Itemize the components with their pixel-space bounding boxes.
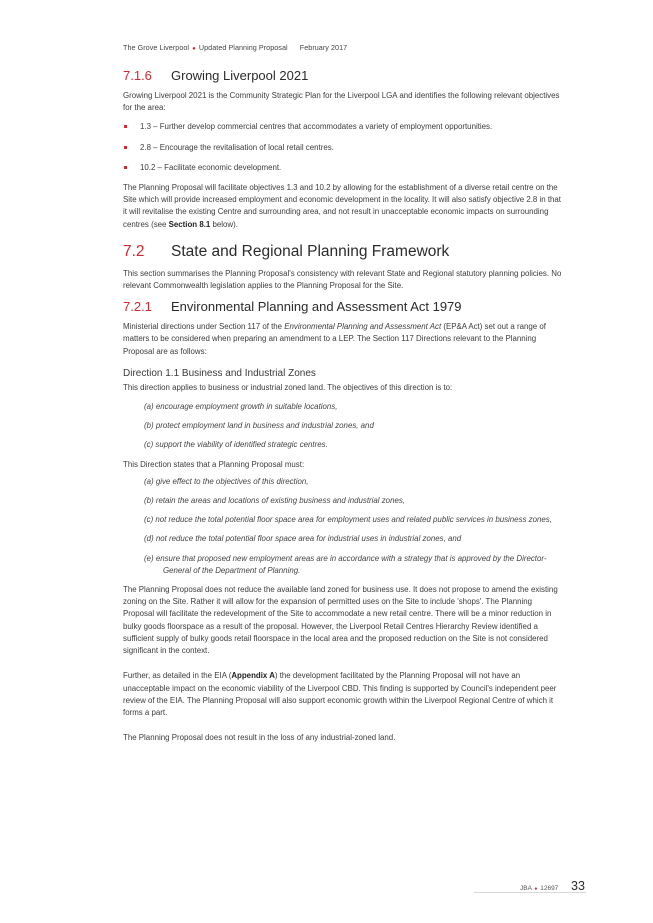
- square-bullet-icon: [124, 125, 127, 128]
- square-bullet-icon: [124, 166, 127, 169]
- objectives-list: [123, 121, 563, 174]
- direction-heading: Direction 1.1 Business and Industrial Zones: [123, 367, 316, 379]
- running-header: [123, 43, 347, 52]
- heading-title: Growing Liverpool 2021: [171, 68, 309, 83]
- heading-7-1-6: [123, 68, 563, 83]
- paragraph: Further, as detailed in the EIA (Appendix A) the development facilitated by the Planning Proposal will not have an unacceptable impact on the economic viability of the Liverpool CBD. This finding is supported by Council's independent peer review of the EIA. The Planning Proposal will also support economic growth within the Liverpool Regional Centre of which it forms a part.: [123, 671, 557, 717]
- list-item: (b) protect employment land in business and industrial zones, and: [144, 421, 374, 431]
- heading-number: 7.2: [123, 242, 145, 260]
- section-reference: Section 8.1: [168, 219, 211, 229]
- act-title: Environmental Planning and Assessment Act: [284, 322, 442, 332]
- paragraph: Ministerial directions under Section 117 of the Environmental Planning and Assessment Act (EP&A Act) set out a range of matters to be considered when preparing an amendment to a LEP. The Section 117 Directions relevant to the Planning Proposal are as follows:: [123, 322, 546, 356]
- list-item: (b) retain the areas and locations of existing business and industrial zones,: [144, 496, 405, 506]
- footer-job-number: 12697: [540, 885, 559, 892]
- direction-objectives: [123, 401, 563, 452]
- heading-7-2: [123, 243, 563, 261]
- list-item: (c) not reduce the total potential floor space area for employment uses and related public services in business zones,: [144, 515, 552, 525]
- footer-divider: [474, 892, 586, 893]
- page-content: [123, 68, 563, 751]
- heading-number: 7.1.6: [123, 68, 152, 83]
- list-item: (a) encourage employment growth in suitable locations,: [144, 402, 338, 412]
- list-item: (d) not reduce the total potential floor space area for industrial uses in industrial zones, and: [144, 534, 462, 544]
- list-item: 2.8 – Encourage the revitalisation of local retail centres.: [123, 142, 563, 154]
- list-item: (a) give effect to the objectives of this direction,: [144, 476, 309, 486]
- heading-7-2-1: [123, 299, 563, 314]
- bullet-dot-icon: ●: [534, 886, 538, 892]
- paragraph: The Planning Proposal does not result in the loss of any industrial-zoned land.: [123, 733, 396, 743]
- footer-firm: JBA: [520, 885, 532, 892]
- paragraph: This section summarises the Planning Proposal's consistency with relevant State and Regional statutory planning policies. No relevant Commonwealth legislation applies to the Planning Proposal for the Site.: [123, 268, 562, 291]
- paragraph: The Planning Proposal will facilitate objectives 1.3 and 10.2 by allowing for the establishment of a diverse retail centre on the Site which will provide increased employment and economic development in the locality. It will also satisfy objective 2.8 in that it will revitalise the existing Centre and surrounding area, and not result in unacceptable economic impacts on surrounding centres (see Section 8.1 below).: [123, 183, 561, 229]
- paragraph: Growing Liverpool 2021 is the Community Strategic Plan for the Liverpool LGA and identifies the following relevant objectives for the area:: [123, 91, 560, 113]
- page-number: 33: [571, 879, 585, 893]
- heading-title: Environmental Planning and Assessment Act 1979: [171, 299, 462, 315]
- bullet-dot-icon: ●: [192, 46, 196, 52]
- list-item: 1.3 – Further develop commercial centres that accommodates a variety of employment opportunities.: [123, 121, 563, 133]
- paragraph: This Direction states that a Planning Proposal must:: [123, 459, 305, 469]
- paragraph: The Planning Proposal does not reduce the available land zoned for business use. It does not propose to amend the existing zoning on the Site. Rather it will allow for the expansion of permitted uses on the Site to include 'shops'. The Planning Proposal will facilitate the redevelopment of the Site to accommodate a new retail centre. There will be a minor reduction in bulky goods floorspace as a result of the proposal. However, the Liverpool Retail Centres Hierarchy Review identified a sufficient supply of bulky goods retail floorspace in the local area and the proposed reduction on the Site is not considered significant in the context.: [123, 585, 558, 656]
- direction-requirements: [123, 476, 563, 577]
- list-item: 10.2 – Facilitate economic development.: [123, 162, 563, 174]
- header-date: February 2017: [299, 43, 348, 52]
- footer-reference: [520, 885, 558, 892]
- header-project: The Grove Liverpool: [123, 43, 190, 52]
- list-item: (c) support the viability of identified strategic centres.: [144, 440, 328, 450]
- header-document: Updated Planning Proposal: [198, 43, 288, 52]
- square-bullet-icon: [124, 146, 127, 149]
- heading-title: State and Regional Planning Framework: [171, 242, 450, 260]
- heading-number: 7.2.1: [123, 299, 152, 315]
- paragraph: This direction applies to business or industrial zoned land. The objectives of this direction is to:: [123, 382, 453, 392]
- appendix-reference: Appendix A: [231, 671, 275, 681]
- list-item: (e) ensure that proposed new employment areas are in accordance with a strategy that is approved by the Director-General of the Department of Planning.: [144, 553, 547, 575]
